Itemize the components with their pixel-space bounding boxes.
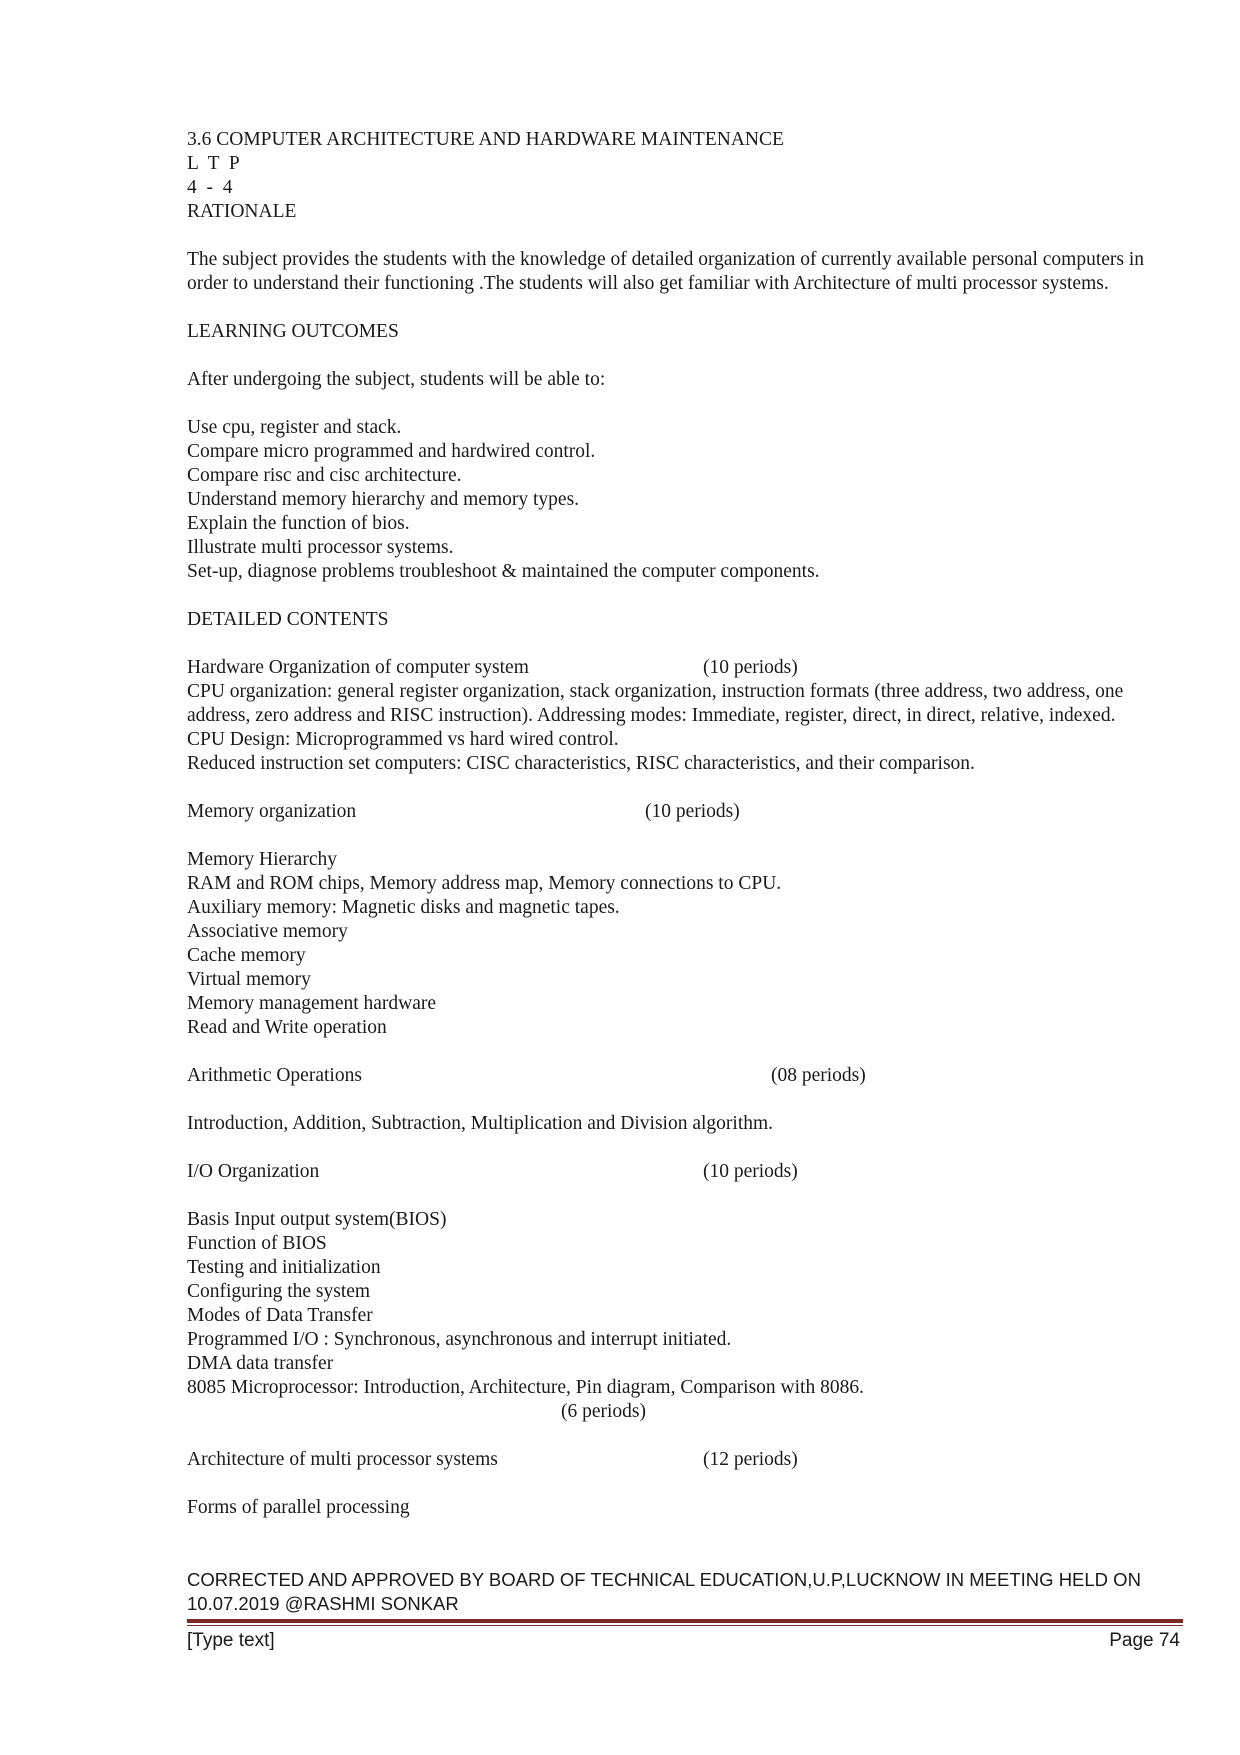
list-item: Read and Write operation	[187, 1017, 387, 1038]
list-item: Understand memory hierarchy and memory types.	[187, 489, 580, 510]
microprocessor-periods: (6 periods)	[561, 1401, 647, 1422]
list-item: RAM and ROM chips, Memory address map, Memory connections to CPU.	[187, 873, 782, 894]
list-item: Memory Hierarchy	[187, 849, 337, 870]
section-heading-arithmetic	[187, 1064, 1167, 1088]
cpu-design-text: CPU Design: Microprogrammed vs hard wired control.	[187, 729, 619, 750]
footer-divider-thin	[187, 1625, 1183, 1626]
list-item: Compare micro programmed and hardwired control.	[187, 441, 596, 462]
section-periods: (12 periods)	[703, 1449, 798, 1470]
page-number: Page 74	[1109, 1630, 1180, 1651]
section-title: Hardware Organization of computer system	[187, 657, 529, 678]
approval-note: CORRECTED AND APPROVED BY BOARD OF TECHNICAL EDUCATION,U.P,LUCKNOW IN MEETING HELD ON 10.07.2019 @RASHMI SONKAR	[187, 1569, 1141, 1614]
rationale-heading: RATIONALE	[187, 201, 297, 222]
list-item: Configuring the system	[187, 1281, 371, 1302]
memory-list	[187, 848, 1167, 1040]
footer-divider	[187, 1619, 1183, 1623]
section-periods: (08 periods)	[771, 1065, 866, 1086]
footer-placeholder-text: [Type text]	[187, 1630, 275, 1651]
list-item: Forms of parallel processing	[187, 1497, 410, 1518]
list-item: Explain the function of bios.	[187, 513, 410, 534]
section-heading-io	[187, 1160, 1167, 1184]
list-item: Illustrate multi processor systems.	[187, 537, 454, 558]
risc-text: Reduced instruction set computers: CISC characteristics, RISC characteristics, and their comparison.	[187, 753, 975, 774]
list-item: Memory management hardware	[187, 993, 437, 1014]
list-item: Testing and initialization	[187, 1257, 381, 1278]
list-item: Modes of Data Transfer	[187, 1305, 373, 1326]
ltp-header: L T P	[187, 153, 240, 174]
list-item: Basis Input output system(BIOS)	[187, 1209, 447, 1230]
cpu-organization-text: CPU organization: general register organization, stack organization, instruction formats (three address, two address, one address, zero address and RISC instruction). Addressing modes: Immediate, register, direct, in direct, relative, indexed.	[187, 681, 1124, 726]
section-title: Arithmetic Operations	[187, 1065, 362, 1086]
list-item: Cache memory	[187, 945, 306, 966]
outcomes-heading: LEARNING OUTCOMES	[187, 321, 399, 342]
list-item: Associative memory	[187, 921, 348, 942]
outcomes-intro: After undergoing the subject, students will be able to:	[187, 369, 606, 390]
section-title: I/O Organization	[187, 1161, 320, 1182]
course-title: 3.6 COMPUTER ARCHITECTURE AND HARDWARE MAINTENANCE	[187, 129, 784, 150]
section-heading-hardware	[187, 656, 1167, 680]
section-heading-multiproc	[187, 1448, 1167, 1472]
list-item: Use cpu, register and stack.	[187, 417, 402, 438]
section-heading-memory	[187, 800, 1167, 824]
list-item: DMA data transfer	[187, 1353, 334, 1374]
list-item: Compare risc and cisc architecture.	[187, 465, 462, 486]
section-periods: (10 periods)	[703, 1161, 798, 1182]
section-title: Architecture of multi processor systems	[187, 1449, 498, 1470]
contents-heading: DETAILED CONTENTS	[187, 609, 389, 630]
section-periods: (10 periods)	[703, 657, 798, 678]
list-item: 8085 Microprocessor: Introduction, Architecture, Pin diagram, Comparison with 8086.	[187, 1377, 864, 1398]
list-item: Virtual memory	[187, 969, 311, 990]
ltp-values: 4 - 4	[187, 177, 233, 198]
list-item: Programmed I/O : Synchronous, asynchronous and interrupt initiated.	[187, 1329, 732, 1350]
section-periods: (10 periods)	[645, 801, 740, 822]
io-list	[187, 1208, 1167, 1400]
page-body	[187, 128, 1167, 1520]
list-item: Function of BIOS	[187, 1233, 327, 1254]
section-title: Memory organization	[187, 801, 357, 822]
list-item: Auxiliary memory: Magnetic disks and magnetic tapes.	[187, 897, 620, 918]
arithmetic-text: Introduction, Addition, Subtraction, Multiplication and Division algorithm.	[187, 1113, 774, 1134]
outcomes-list	[187, 416, 1167, 584]
list-item: Set-up, diagnose problems troubleshoot & maintained the computer components.	[187, 561, 820, 582]
rationale-text: The subject provides the students with the knowledge of detailed organization of currently available personal computers in order to understand their functioning .The students will also get familiar with Architecture of multi processor systems.	[187, 249, 1145, 294]
